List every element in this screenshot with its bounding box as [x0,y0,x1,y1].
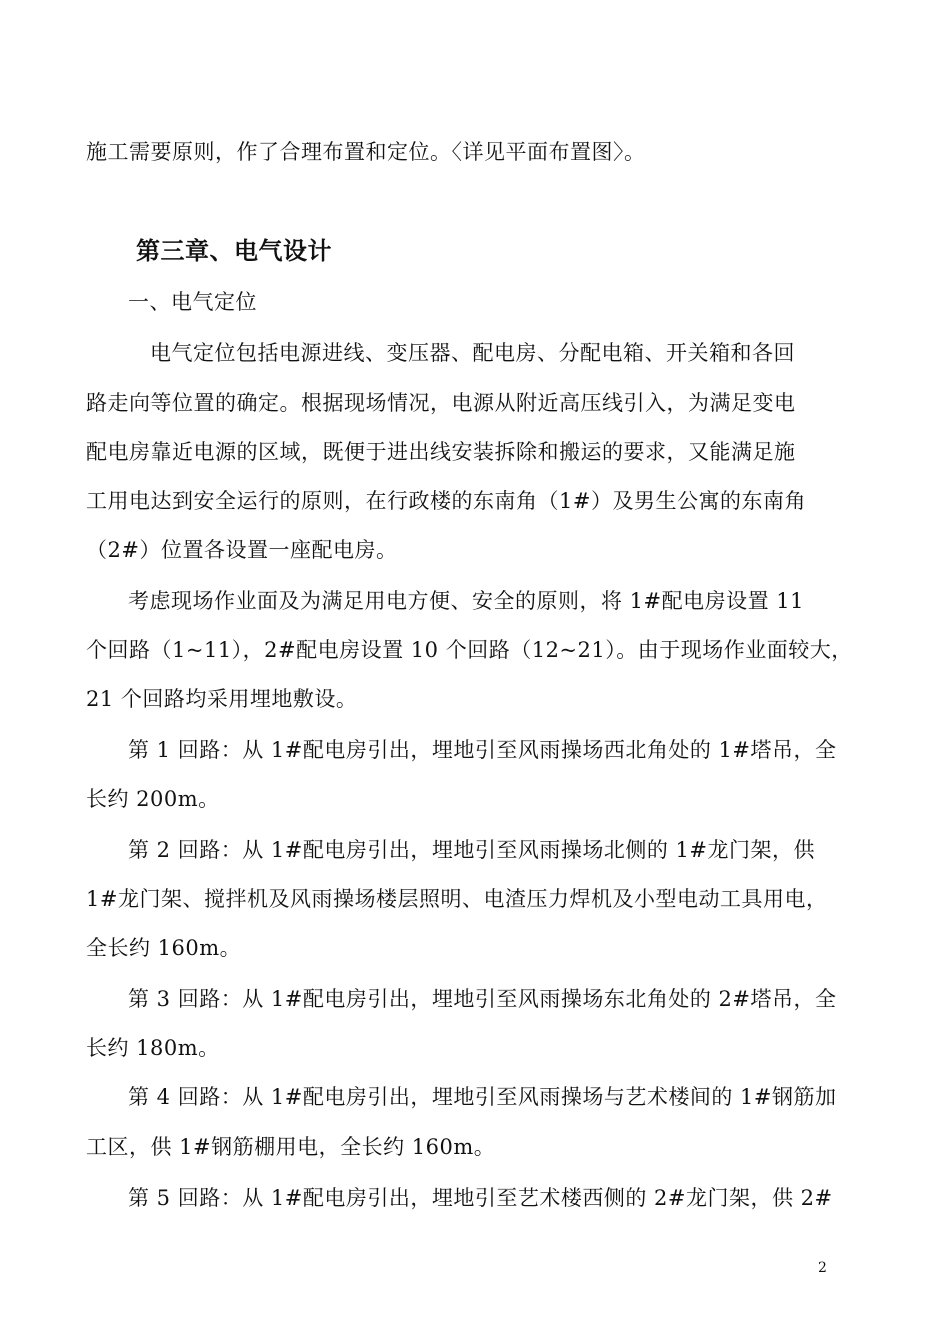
text-line: 第 3 回路：从 1#配电房引出，埋地引至风雨操场东北角处的 2#塔吊，全 [128,987,837,1011]
text-line: 长约 200m。 [86,787,220,811]
text-line: （2#）位置各设置一座配电房。 [86,538,398,562]
text-line: 第 2 回路：从 1#配电房引出，埋地引至风雨操场北侧的 1#龙门架，供 [128,838,815,862]
text-line: 21 个回路均采用埋地敷设。 [86,687,358,711]
text-line: 第 4 回路：从 1#配电房引出，埋地引至风雨操场与艺术楼间的 1#钢筋加 [128,1085,837,1109]
text-line: 施工需要原则，作了合理布置和定位。〈详见平面布置图〉。 [86,140,646,164]
text-line: 全长约 160m。 [86,936,242,960]
text-line: 长约 180m。 [86,1036,220,1060]
section-heading: 一、电气定位 [128,290,257,314]
page-number: 2 [818,1260,827,1276]
text-line: 电气定位包括电源进线、变压器、配电房、分配电箱、开关箱和各回 [150,341,795,365]
text-line: 1#龙门架、搅拌机及风雨操场楼层照明、电渣压力焊机及小型电动工具用电， [86,887,828,911]
text-line: 第 1 回路：从 1#配电房引出，埋地引至风雨操场西北角处的 1#塔吊，全 [128,738,837,762]
text-line: 考虑现场作业面及为满足用电方便、安全的原则，将 1#配电房设置 11 [128,589,805,613]
text-line: 配电房靠近电源的区域，既便于进出线安装拆除和搬运的要求，又能满足施 [86,440,796,464]
text-line: 工区，供 1#钢筋棚用电，全长约 160m。 [86,1135,496,1159]
text-line: 第 5 回路：从 1#配电房引出，埋地引至艺术楼西侧的 2#龙门架，供 2# [128,1186,833,1210]
text-line: 个回路（1~11），2#配电房设置 10 个回路（12~21）。由于现场作业面较大， [86,638,853,662]
text-line: 路走向等位置的确定。根据现场情况，电源从附近高压线引入，为满足变电 [86,391,796,415]
text-line: 工用电达到安全运行的原则，在行政楼的东南角（1#）及男生公寓的东南角 [86,489,806,513]
chapter-heading: 第三章、电气设计 [136,236,332,265]
